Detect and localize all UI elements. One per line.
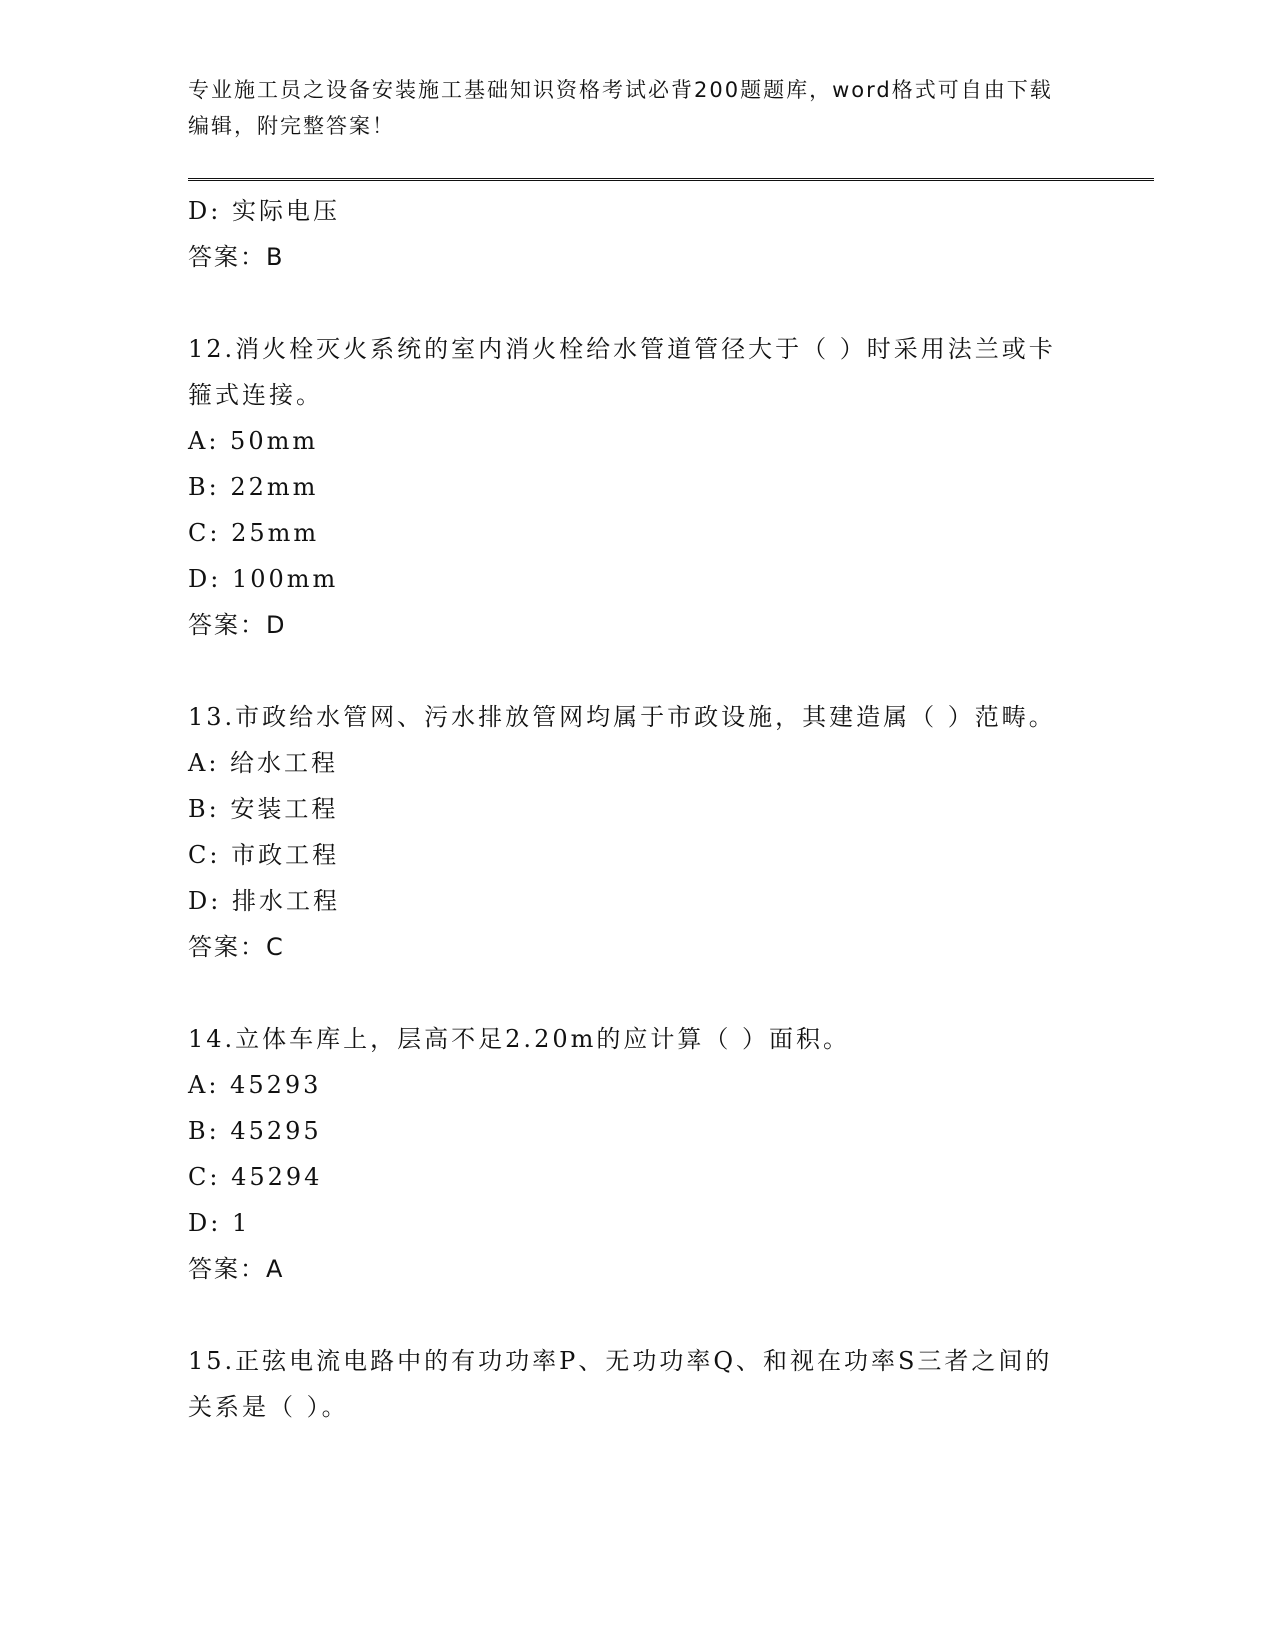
question-13-option-c: C: 市政工程 [188,841,340,869]
prev-option-d: D: 实际电压 [188,197,340,225]
question-12-option-a: A: 50mm [188,427,319,455]
question-13-text: 13.市政给水管网、污水排放管网均属于市政设施，其建造属（ ）范畴。 [188,703,1056,731]
question-13-option-a: A: 给水工程 [188,749,339,777]
question-13-answer: 答案：C [188,933,285,961]
question-12-answer: 答案：D [188,611,287,639]
question-14-option-a: A: 45293 [188,1071,322,1099]
question-14-option-c: C: 45294 [188,1163,323,1191]
question-12-option-b: B: 22mm [188,473,319,501]
prev-answer: 答案：B [188,243,285,271]
spacer [188,1292,1068,1338]
spacer [188,970,1068,1016]
question-15-text: 15.正弦电流电路中的有功功率P、无功功率Q、和视在功率S三者之间的关系是（ ）。 [188,1347,1053,1421]
question-13-option-b: B: 安装工程 [188,795,339,823]
question-14-option-b: B: 45295 [188,1117,322,1145]
question-13-option-d: D: 排水工程 [188,887,340,915]
question-12-option-d: D: 100mm [188,565,339,593]
document-header-title: 专业施工员之设备安装施工基础知识资格考试必背200题题库，word格式可自由下载编辑，附完整答案！ [188,78,1053,138]
question-14-text: 14.立体车库上，层高不足2.20m的应计算（ ）面积。 [188,1025,850,1053]
spacer [188,648,1068,694]
question-14-option-d: D: 1 [188,1209,251,1237]
header-divider [188,178,1154,181]
question-12-text: 12.消火栓灭火系统的室内消火栓给水管道管径大于（ ）时采用法兰或卡箍式连接。 [188,335,1056,409]
question-14-answer: 答案：A [188,1255,285,1283]
question-content [188,188,1068,1430]
question-12-option-c: C: 25mm [188,519,320,547]
spacer [188,280,1068,326]
